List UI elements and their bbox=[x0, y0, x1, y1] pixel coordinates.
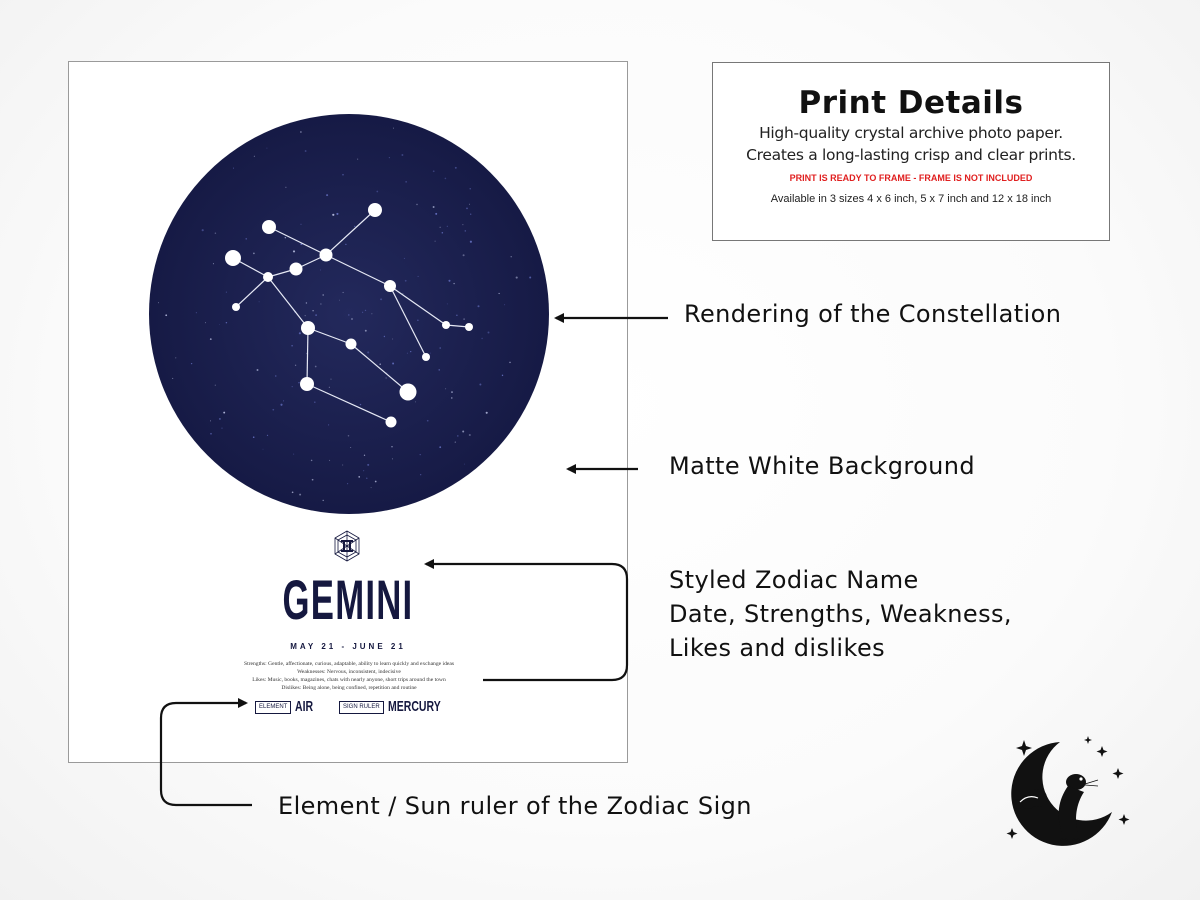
background-star bbox=[375, 481, 377, 483]
background-star bbox=[389, 157, 390, 158]
likes-text: Likes: Music, books, magazines, chats with nearly anyone, short trips around the town bbox=[252, 677, 446, 683]
background-star bbox=[213, 263, 214, 264]
background-annotation: Matte White Background bbox=[669, 452, 976, 480]
background-star bbox=[299, 494, 301, 496]
background-star bbox=[451, 397, 452, 398]
background-star bbox=[445, 178, 447, 180]
background-star bbox=[329, 387, 330, 388]
background-star bbox=[331, 379, 332, 380]
weaknesses-text: Weaknesses: Nervous, inconsistent, indecisive bbox=[297, 669, 401, 675]
background-star bbox=[440, 227, 441, 228]
background-star bbox=[345, 244, 346, 245]
background-star bbox=[451, 391, 453, 393]
constellation-annotation: Rendering of the Constellation bbox=[684, 300, 1062, 328]
background-star bbox=[219, 324, 220, 325]
background-star bbox=[223, 412, 225, 414]
background-star bbox=[285, 187, 286, 188]
sizes-text: Available in 3 sizes 4 x 6 inch, 5 x 7 inch and 12 x 18 inch bbox=[770, 193, 1052, 205]
element-annotation: Element / Sun ruler of the Zodiac Sign bbox=[278, 792, 752, 820]
background-star bbox=[300, 131, 302, 133]
background-star bbox=[221, 428, 222, 429]
background-star bbox=[392, 338, 393, 339]
background-star bbox=[363, 470, 364, 471]
background-star bbox=[380, 298, 382, 300]
zodiac-name: GEMINI bbox=[282, 568, 414, 631]
background-star bbox=[488, 332, 490, 334]
background-star bbox=[392, 458, 393, 459]
background-star bbox=[295, 365, 296, 366]
background-star bbox=[226, 322, 227, 323]
background-star bbox=[329, 460, 330, 461]
background-star bbox=[300, 224, 301, 225]
background-star bbox=[455, 441, 456, 442]
background-star bbox=[516, 277, 518, 279]
background-star bbox=[469, 434, 471, 436]
background-star bbox=[367, 464, 369, 466]
background-star bbox=[391, 446, 392, 447]
element-value: AIR bbox=[295, 698, 314, 715]
background-star bbox=[291, 345, 293, 347]
background-star bbox=[312, 479, 314, 481]
print-details-box bbox=[712, 62, 1110, 241]
moon-otter-logo-icon bbox=[998, 728, 1138, 852]
background-star bbox=[172, 378, 173, 379]
background-star bbox=[430, 353, 431, 354]
background-star bbox=[509, 362, 511, 364]
background-star bbox=[215, 233, 216, 234]
background-star bbox=[439, 446, 441, 448]
background-star bbox=[502, 375, 503, 376]
zodiac-dates: MAY 21 - JUNE 21 bbox=[290, 642, 406, 651]
background-star bbox=[342, 465, 343, 466]
background-star bbox=[433, 206, 435, 208]
gemini-glyph-icon bbox=[332, 529, 362, 563]
background-star bbox=[439, 369, 440, 370]
background-star bbox=[336, 213, 338, 215]
background-star bbox=[263, 449, 264, 450]
background-star bbox=[470, 214, 471, 215]
background-star bbox=[311, 460, 313, 462]
background-star bbox=[191, 363, 192, 364]
night-sky bbox=[149, 114, 549, 514]
dislikes-text: Dislikes: Being alone, being confined, repetition and routine bbox=[281, 685, 417, 691]
background-star bbox=[435, 213, 437, 215]
background-star bbox=[511, 256, 512, 257]
background-star bbox=[407, 353, 408, 354]
background-star bbox=[320, 270, 321, 271]
background-star bbox=[479, 384, 481, 386]
background-star bbox=[384, 336, 385, 337]
background-star bbox=[272, 409, 274, 411]
background-star bbox=[280, 404, 282, 406]
constellation-circle bbox=[149, 114, 549, 514]
background-star bbox=[366, 478, 367, 479]
background-star bbox=[358, 476, 360, 478]
background-star bbox=[466, 207, 468, 209]
background-star bbox=[433, 170, 435, 172]
background-star bbox=[420, 454, 421, 455]
background-star bbox=[320, 303, 321, 304]
background-star bbox=[348, 314, 349, 315]
background-star bbox=[314, 401, 316, 403]
background-star bbox=[415, 401, 416, 402]
background-star bbox=[464, 464, 465, 465]
background-star bbox=[196, 312, 197, 313]
background-star bbox=[226, 292, 227, 293]
background-star bbox=[420, 474, 421, 475]
background-star bbox=[470, 188, 471, 189]
background-star bbox=[481, 338, 482, 339]
background-star bbox=[328, 424, 329, 425]
background-star bbox=[371, 487, 372, 488]
background-star bbox=[439, 347, 441, 349]
background-star bbox=[354, 226, 355, 227]
background-star bbox=[322, 500, 323, 501]
background-star bbox=[326, 194, 328, 196]
background-star bbox=[312, 310, 313, 311]
background-star bbox=[360, 404, 361, 405]
background-star bbox=[393, 128, 394, 129]
background-star bbox=[447, 226, 448, 227]
paper-quality-text: High-quality crystal archive photo paper. bbox=[759, 124, 1063, 142]
background-star bbox=[253, 253, 255, 255]
background-star bbox=[362, 312, 363, 313]
ruler-value: MERCURY bbox=[387, 698, 441, 715]
background-star bbox=[332, 214, 334, 216]
background-star bbox=[477, 305, 479, 307]
background-star bbox=[365, 310, 366, 311]
background-star bbox=[504, 304, 505, 305]
background-star bbox=[427, 420, 429, 422]
background-star bbox=[257, 369, 259, 371]
background-star bbox=[462, 224, 463, 225]
background-star bbox=[364, 455, 365, 456]
strengths-text: Strengths: Gentle, affectionate, curious, adaptable, ability to learn quickly and exchange ideas bbox=[243, 661, 455, 667]
background-star bbox=[219, 418, 221, 420]
background-star bbox=[529, 277, 531, 279]
background-star bbox=[457, 435, 459, 437]
background-star bbox=[267, 435, 268, 436]
background-star bbox=[465, 230, 467, 232]
background-star bbox=[417, 320, 418, 321]
background-star bbox=[376, 191, 378, 193]
background-star bbox=[350, 447, 351, 448]
background-star bbox=[455, 167, 457, 169]
name-annotation-line2: Date, Strengths, Weakness, bbox=[669, 600, 1012, 628]
background-star bbox=[266, 148, 267, 149]
background-star bbox=[348, 435, 350, 437]
background-star bbox=[456, 315, 457, 316]
background-star bbox=[347, 483, 348, 484]
background-star bbox=[292, 491, 294, 493]
background-star bbox=[499, 293, 500, 294]
background-star bbox=[254, 156, 255, 157]
background-star bbox=[371, 313, 372, 314]
background-star bbox=[246, 238, 247, 239]
element-label: ELEMENT bbox=[255, 701, 291, 714]
background-star bbox=[379, 363, 381, 365]
background-star bbox=[275, 375, 276, 376]
background-star bbox=[401, 154, 403, 156]
background-star bbox=[293, 250, 295, 252]
print-details-title: Print Details bbox=[798, 85, 1024, 121]
background-star bbox=[233, 168, 234, 169]
background-star bbox=[210, 420, 211, 421]
zodiac-traits bbox=[179, 660, 519, 692]
background-star bbox=[365, 330, 367, 332]
background-star bbox=[470, 241, 472, 243]
background-star bbox=[175, 357, 176, 358]
background-star bbox=[410, 351, 411, 352]
background-star bbox=[283, 400, 284, 401]
background-star bbox=[315, 366, 317, 368]
background-star bbox=[343, 292, 344, 293]
background-star bbox=[469, 204, 470, 205]
background-star bbox=[453, 283, 454, 284]
zodiac-poster bbox=[68, 61, 628, 763]
ruler-group bbox=[339, 699, 463, 715]
background-star bbox=[404, 258, 405, 259]
background-star bbox=[357, 159, 358, 160]
background-star bbox=[342, 174, 344, 176]
background-star bbox=[205, 322, 206, 323]
element-group bbox=[255, 699, 321, 715]
background-star bbox=[299, 332, 301, 334]
background-star bbox=[158, 302, 159, 303]
ruler-label: SIGN RULER bbox=[339, 701, 384, 714]
background-star bbox=[259, 301, 260, 302]
background-star bbox=[445, 388, 446, 389]
background-star bbox=[315, 314, 317, 316]
background-star bbox=[392, 363, 394, 365]
background-star bbox=[339, 300, 340, 301]
background-star bbox=[322, 294, 324, 296]
background-star bbox=[418, 276, 419, 277]
background-star bbox=[298, 382, 299, 383]
frame-notice: PRINT IS READY TO FRAME - FRAME IS NOT INCLUDED bbox=[789, 173, 1033, 183]
background-star bbox=[215, 385, 216, 386]
background-star bbox=[210, 433, 212, 435]
background-star bbox=[463, 318, 465, 320]
background-star bbox=[463, 254, 465, 256]
background-star bbox=[442, 232, 444, 234]
background-star bbox=[210, 338, 212, 340]
background-star bbox=[416, 204, 417, 205]
name-annotation-line1: Styled Zodiac Name bbox=[669, 566, 919, 594]
background-star bbox=[386, 377, 387, 378]
background-star bbox=[253, 436, 255, 438]
background-star bbox=[202, 229, 204, 231]
background-star bbox=[462, 431, 464, 433]
background-star bbox=[285, 237, 286, 238]
background-star bbox=[292, 386, 293, 387]
background-star bbox=[165, 314, 167, 316]
background-star bbox=[351, 318, 353, 320]
background-star bbox=[447, 303, 448, 304]
background-star bbox=[486, 412, 488, 414]
background-star bbox=[405, 181, 406, 182]
background-star bbox=[435, 241, 436, 242]
background-star bbox=[293, 454, 294, 455]
background-star bbox=[448, 280, 450, 282]
background-star bbox=[306, 302, 307, 303]
print-durability-text: Creates a long-lasting crisp and clear prints. bbox=[746, 146, 1076, 164]
background-star bbox=[305, 150, 307, 152]
background-star bbox=[405, 280, 407, 282]
name-annotation-line3: Likes and dislikes bbox=[669, 634, 886, 662]
background-star bbox=[367, 351, 369, 353]
background-star bbox=[305, 315, 306, 316]
